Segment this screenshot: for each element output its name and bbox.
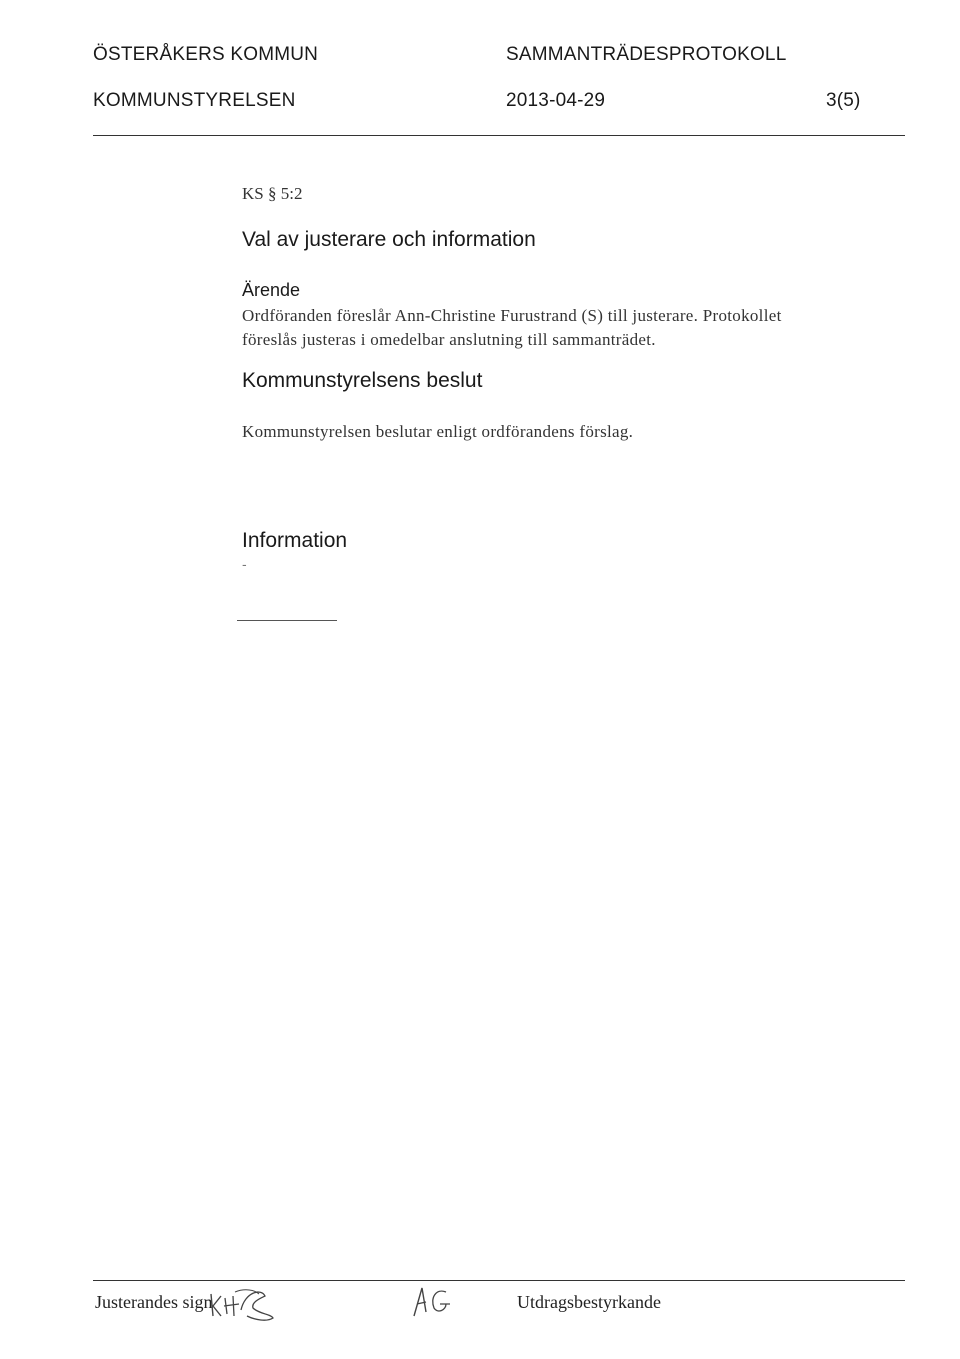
header-divider bbox=[93, 135, 905, 136]
page-number: 3(5) bbox=[826, 90, 861, 111]
information-dash: - bbox=[242, 556, 247, 572]
meeting-date: 2013-04-29 bbox=[506, 90, 606, 111]
footer-divider bbox=[93, 1280, 905, 1281]
arende-text-line-2: föreslås justeras i omedelbar anslutning till sammanträdet. bbox=[242, 330, 656, 349]
signature-1 bbox=[207, 1284, 287, 1324]
utdragsbestyrkande-label: Utdragsbestyrkande bbox=[517, 1292, 661, 1312]
section-title: Val av justerare och information bbox=[242, 228, 536, 251]
document-type: SAMMANTRÄDESPROTOKOLL bbox=[506, 44, 787, 65]
beslut-heading: Kommunstyrelsens beslut bbox=[242, 369, 483, 392]
justerandes-sign-label: Justerandes sign bbox=[95, 1292, 213, 1312]
arende-heading: Ärende bbox=[242, 280, 301, 300]
arende-text-line-1: Ordföranden föreslår Ann-Christine Furustrand (S) till justerare. Protokollet bbox=[242, 306, 782, 325]
information-underline bbox=[237, 620, 337, 621]
committee-name: KOMMUNSTYRELSEN bbox=[93, 90, 296, 111]
organization-name: ÖSTERÅKERS KOMMUN bbox=[93, 44, 319, 65]
beslut-text: Kommunstyrelsen beslutar enligt ordförandens förslag. bbox=[242, 422, 634, 441]
information-heading: Information bbox=[242, 529, 348, 552]
signature-2 bbox=[410, 1282, 460, 1322]
case-number: KS § 5:2 bbox=[242, 184, 303, 203]
